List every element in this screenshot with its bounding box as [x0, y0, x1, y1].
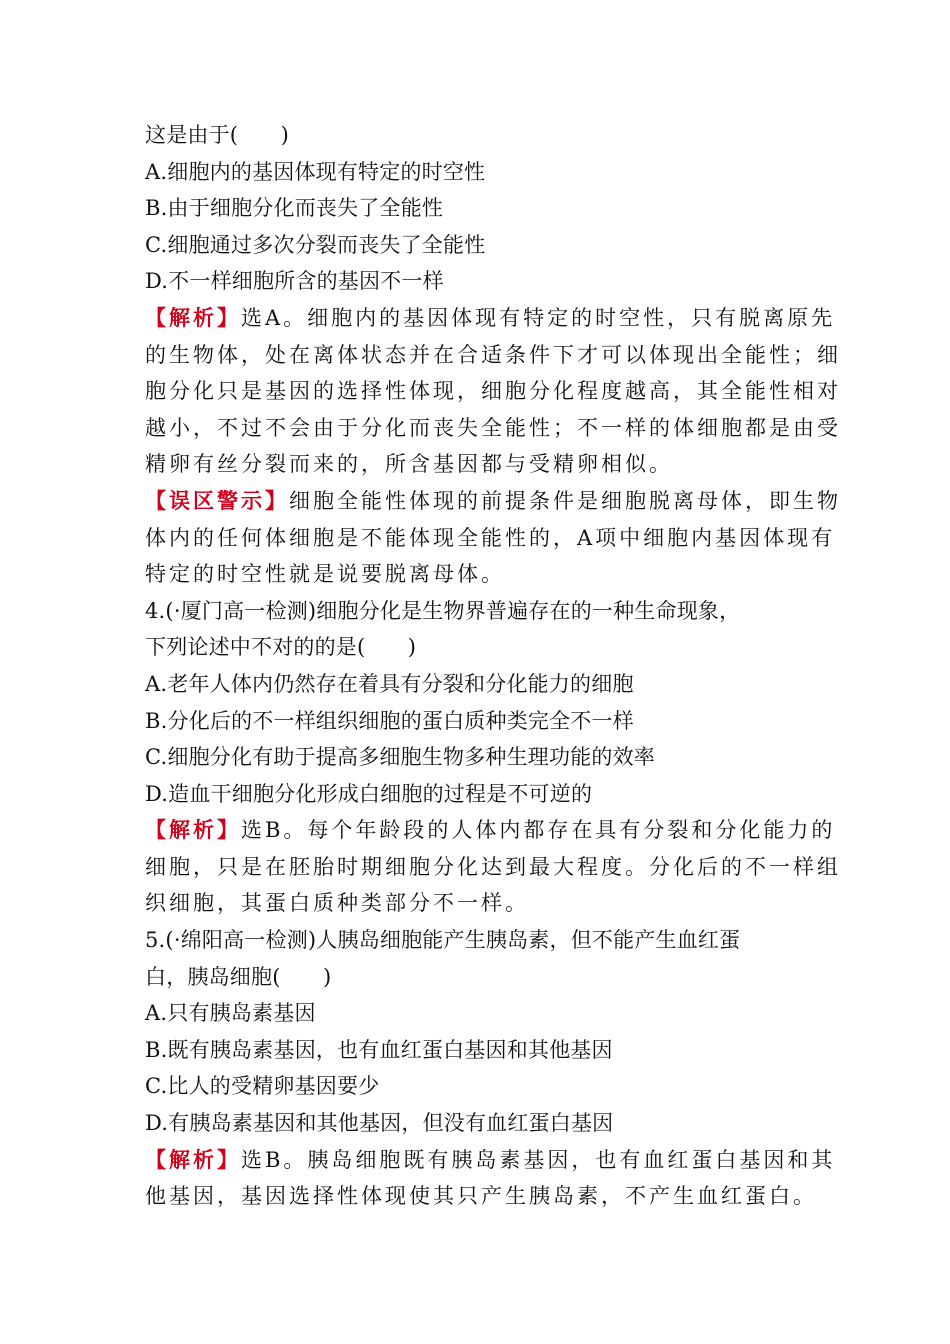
q4-option-b: B.分化后的不一样组织细胞的蛋白质种类完全不一样 [145, 708, 634, 733]
q3-analysis-line: 精卵有丝分裂而来的，所含基因都与受精卵相似。 [145, 452, 673, 477]
q3-stem: 这是由于( ) [145, 123, 289, 147]
q3-option-d: D.不一样细胞所含的基因不一样 [145, 269, 444, 294]
analysis-text: 选B。胰岛细胞既有胰岛素基因，也有血红蛋白基因和其 [241, 1147, 836, 1172]
q3-option-a: A.细胞内的基因体现有特定的时空性 [145, 159, 486, 184]
q4-stem: 4.(·厦门高一检测)细胞分化是生物界普遍存在的一种生命现象， [145, 598, 741, 623]
q4-analysis-line: 细胞，只是在胚胎时期细胞分化达到最大程度。分化后的不一样组 [145, 854, 841, 879]
q3-warning-line: 特定的时空性就是说要脱离母体。 [145, 562, 505, 587]
analysis-tag: 【解析】 [145, 1146, 241, 1172]
q3-analysis-line: 的生物体，处在离体状态并在合适条件下才可以体现出全能性；细 [145, 342, 841, 367]
q3-warning-line: 体内的任何体细胞是不能体现全能性的，A项中细胞内基因体现有 [145, 525, 836, 550]
q5-analysis-line: 他基因，基因选择性体现使其只产生胰岛素，不产生血红蛋白。 [145, 1184, 817, 1209]
warning-text: 细胞全能性体现的前提条件是细胞脱离母体，即生物 [289, 488, 841, 513]
analysis-tag: 【解析】 [145, 304, 241, 330]
q4-option-d: D.造血干细胞分化形成白细胞的过程是不可逆的 [145, 781, 593, 806]
warning-tag: 【误区警示】 [145, 487, 289, 513]
q5-analysis-line [145, 1142, 836, 1179]
q5-option-b: B.既有胰岛素基因，也有血红蛋白基因和其他基因 [145, 1037, 613, 1062]
q5-stem: 白，胰岛细胞( ) [145, 964, 332, 989]
q4-option-c: C.细胞分化有助于提高多细胞生物多种生理功能的效率 [145, 745, 655, 770]
q3-option-c: C.细胞通过多次分裂而丧失了全能性 [145, 232, 486, 257]
q5-option-c: C.比人的受精卵基因要少 [145, 1074, 380, 1099]
q4-analysis-line: 织细胞，其蛋白质种类部分不一样。 [145, 891, 529, 916]
analysis-text: 选B。每个年龄段的人体内都存在具有分裂和分化能力的 [241, 818, 836, 843]
q4-stem: 下列论述中不对的的是( ) [145, 635, 417, 660]
q4-analysis-line [145, 812, 836, 849]
q3-analysis-line [145, 300, 836, 337]
q5-stem: 5.(·绵阳高一检测)人胰岛细胞能产生胰岛素，但不能产生血红蛋 [145, 928, 741, 953]
q3-option-b: B.由于细胞分化而丧失了全能性 [145, 196, 444, 221]
analysis-text: 选A。细胞内的基因体现有特定的时空性，只有脱离原先 [241, 305, 836, 330]
q4-option-a: A.老年人体内仍然存在着具有分裂和分化能力的细胞 [145, 671, 634, 696]
q5-option-d: D.有胰岛素基因和其他基因，但没有血红蛋白基因 [145, 1111, 614, 1136]
q3-analysis-line: 越小，不过不会由于分化而丧失全能性；不一样的体细胞都是由受 [145, 415, 841, 440]
document-page [145, 117, 841, 1215]
analysis-tag: 【解析】 [145, 817, 241, 843]
q3-analysis-line: 胞分化只是基因的选择性体现，细胞分化程度越高，其全能性相对 [145, 379, 841, 404]
q5-option-a: A.只有胰岛素基因 [145, 1001, 316, 1026]
q3-warning-line [145, 483, 841, 520]
